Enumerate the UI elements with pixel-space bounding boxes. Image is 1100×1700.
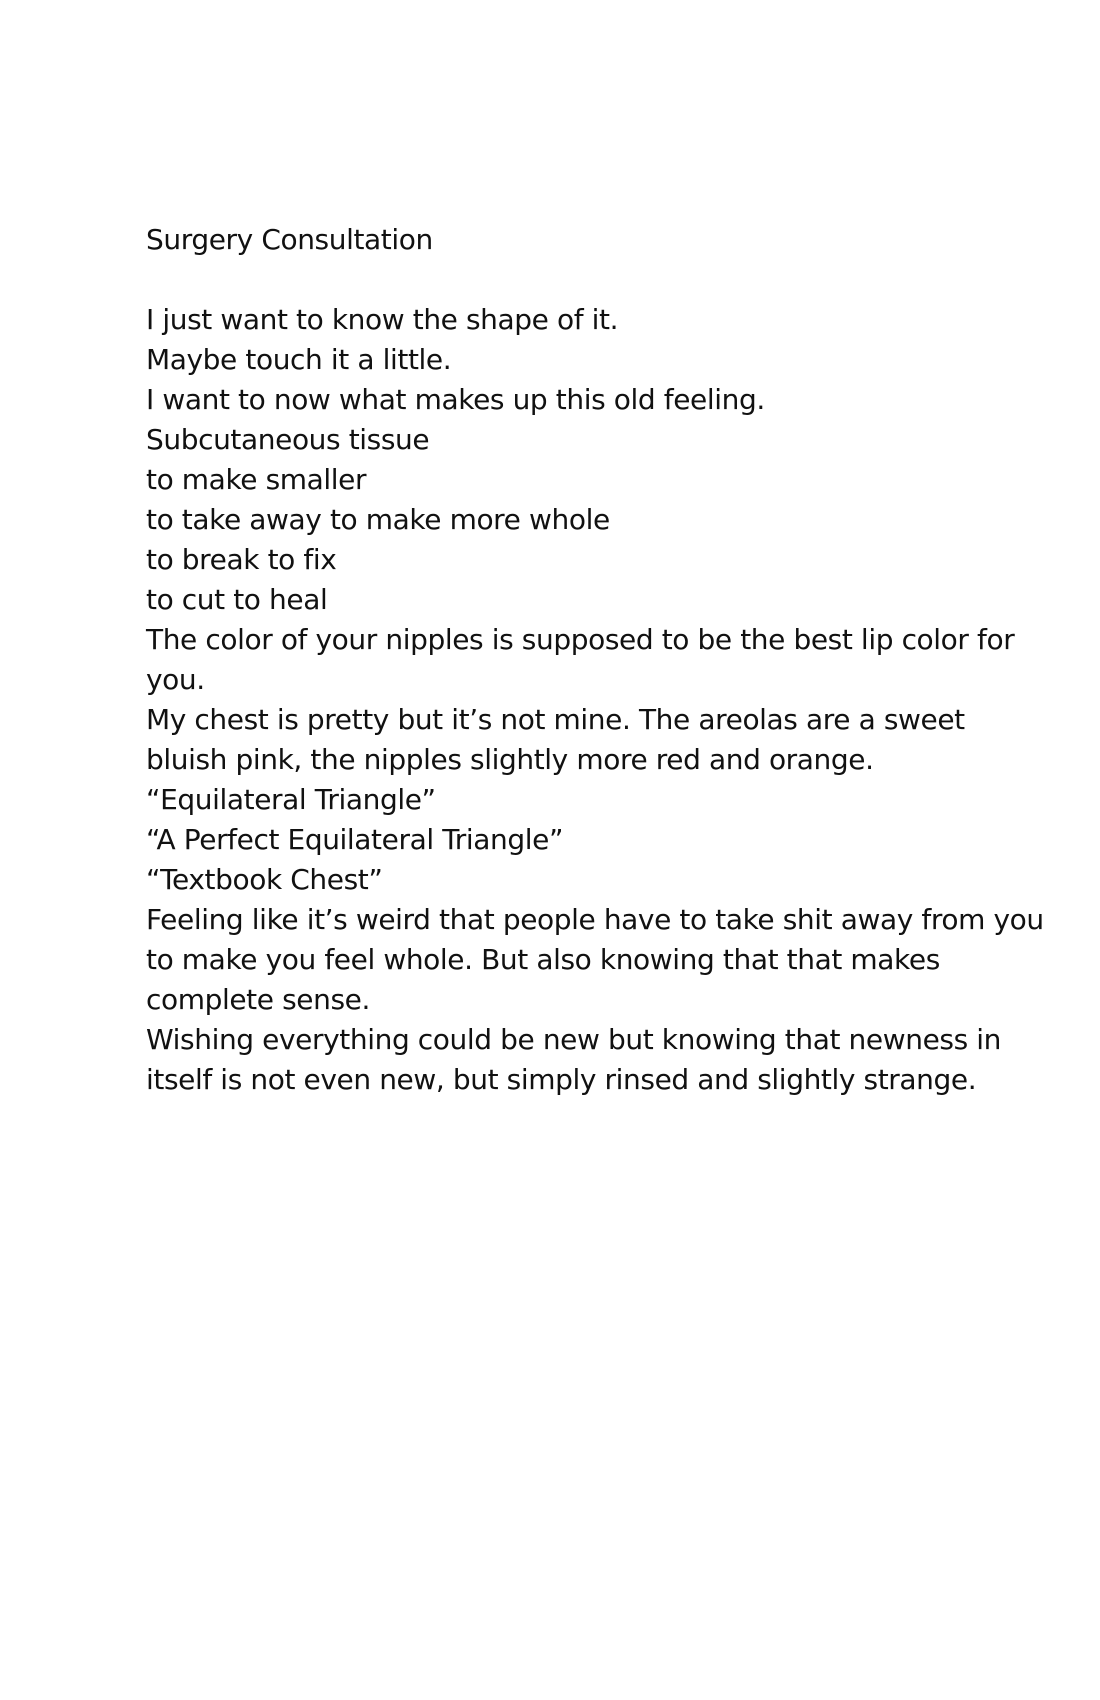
poem-line: Subcutaneous tissue (146, 423, 430, 456)
poem-line: “A Perfect Equilateral Triangle” (146, 823, 564, 856)
poem-line: I want to now what makes up this old feeling. (146, 383, 765, 416)
poem-text-block (146, 220, 1046, 1100)
poem-line: to make smaller (146, 463, 367, 496)
poem-line: I just want to know the shape of it. (146, 303, 619, 336)
poem-title: Surgery Consultation (146, 223, 433, 256)
poem-line: My chest is pretty but it’s not mine. The areolas are a sweet bluish pink, the nipples slightly more red and orange. (146, 703, 965, 776)
poem-line: Wishing everything could be new but knowing that newness in itself is not even new, but simply rinsed and slightly strange. (146, 1023, 1002, 1096)
poem-line: The color of your nipples is supposed to be the best lip color for you. (146, 623, 1015, 696)
title-spacer (146, 260, 1046, 300)
poem-line: Feeling like it’s weird that people have to take shit away from you to make you feel whole. But also knowing that that makes complete sense. (146, 903, 1044, 1016)
poem-line: “Textbook Chest” (146, 863, 383, 896)
poem-line: to cut to heal (146, 583, 328, 616)
poem-line: “Equilateral Triangle” (146, 783, 436, 816)
poem-line: Maybe touch it a little. (146, 343, 452, 376)
poem-line: to take away to make more whole (146, 503, 610, 536)
poem-line: to break to fix (146, 543, 337, 576)
